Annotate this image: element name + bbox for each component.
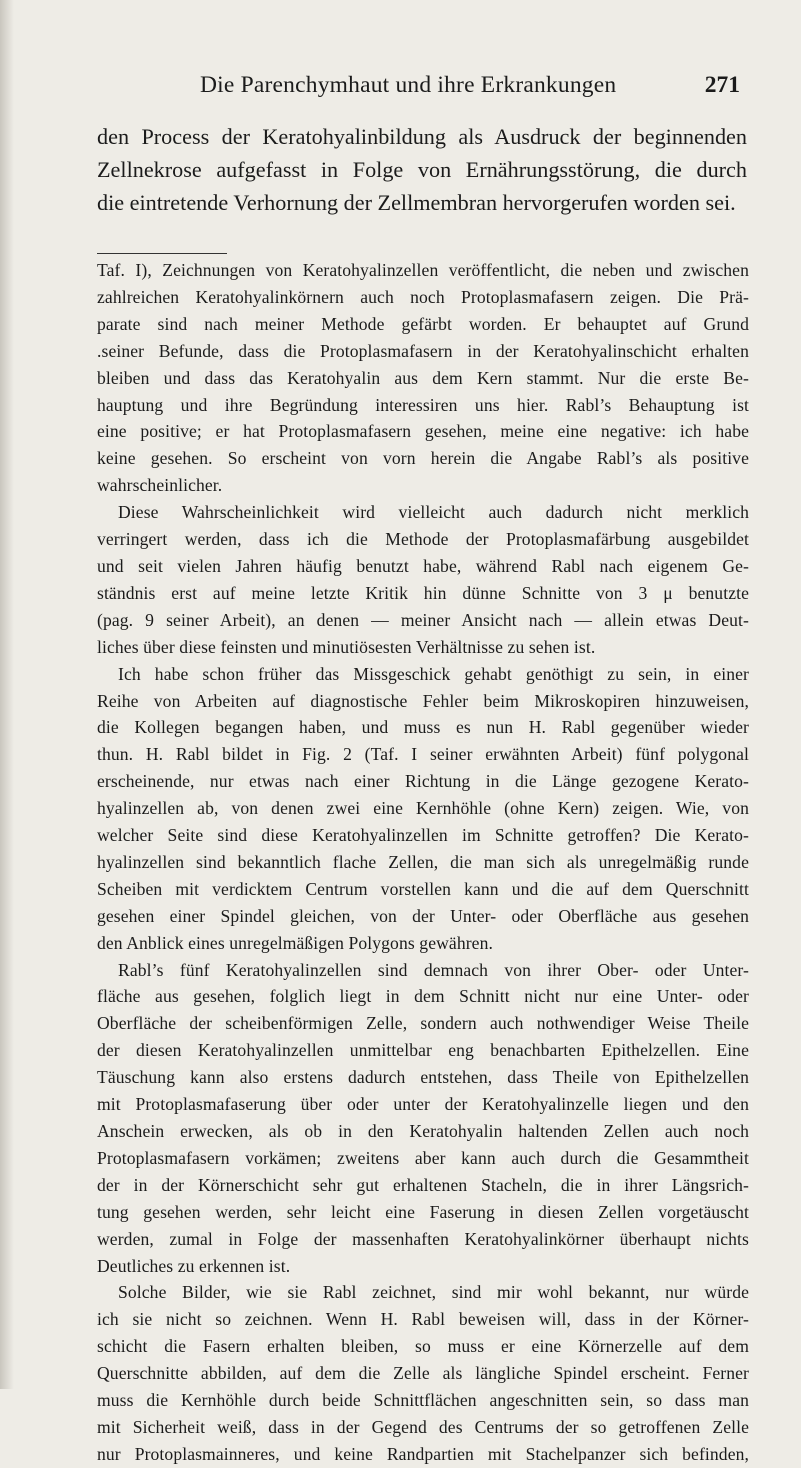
text-line: Rabl’s fünf Keratohyalinzellen sind demnach von ihrer Ober- oder Unter- <box>118 959 749 980</box>
text-line: Ich habe schon früher das Missgeschick gehabt genöthigt zu sein, in einer <box>118 663 749 684</box>
text-line: Scheiben mit verdicktem Centrum vorstellen kann und die auf dem Querschnitt <box>97 878 749 899</box>
running-title: Die Parenchymhaut und ihre Erkrankungen <box>200 72 617 98</box>
text-line: tung gesehen werden, sehr leicht eine Faserung in diesen Zellen vorgetäuscht <box>97 1201 749 1222</box>
text-line: wahrscheinlicher. <box>97 475 223 496</box>
text-line: Querschnitte abbilden, auf dem die Zelle als längliche Spindel erscheint. Ferner <box>97 1363 749 1384</box>
text-line: gesehen einer Spindel gleichen, von der Unter- oder Oberfläche aus gesehen <box>97 905 749 926</box>
lead-paragraph <box>97 120 747 219</box>
text-line: hyalinzellen ab, von denen zwei eine Kernhöhle (ohne Kern) zeigen. Wie, von <box>97 798 749 819</box>
lead-line: Zellnekrose aufgefasst in Folge von Ernährungsstörung, die durch <box>97 157 747 182</box>
text-line: Deutliches zu erkennen ist. <box>97 1255 291 1276</box>
text-line: hauptung und ihre Begründung interessiren uns hier. Rabl’s Behauptung ist <box>97 394 749 415</box>
text-line: Diese Wahrscheinlichkeit wird vielleicht auch dadurch nicht merklich <box>118 502 749 523</box>
text-line: Solche Bilder, wie sie Rabl zeichnet, sind mir wohl bekannt, nur würde <box>118 1282 749 1303</box>
page-header <box>0 66 801 106</box>
text-line: thun. H. Rabl bildet in Fig. 2 (Taf. I seiner erwähnten Arbeit) fünf polygonal <box>97 744 749 765</box>
text-line: werden, zumal in Folge der massenhaften Keratohyalinkörner überhaupt nichts <box>97 1228 749 1249</box>
text-line: verringert werden, dass ich die Methode der Protoplasmafärbung ausgebildet <box>97 529 749 550</box>
text-line: hyalinzellen sind bekanntlich flache Zellen, die man sich als unregelmäßig runde <box>97 851 749 872</box>
footnote-separator <box>97 253 227 254</box>
text-line: liches über diese feinsten und minutiösesten Verhältnisse zu sehen ist. <box>97 636 596 657</box>
text-line: schicht die Fasern erhalten bleiben, so muss er eine Körnerzelle auf dem <box>97 1336 749 1357</box>
text-line: und seit vielen Jahren häufig benutzt habe, während Rabl nach eigenem Ge- <box>97 555 749 576</box>
text-line: der in der Körnerschicht sehr gut erhaltenen Stacheln, die in ihrer Längsrich- <box>97 1174 749 1195</box>
body-text <box>97 257 749 1468</box>
text-line: Protoplasmafasern vorkämen; zweitens aber kann auch durch die Gesammtheit <box>97 1147 749 1168</box>
text-line: eine positive; er hat Protoplasmafasern gesehen, meine eine negative: ich habe <box>97 421 749 442</box>
text-line: keine gesehen. So erscheint von vorn herein die Angabe Rabl’s als positive <box>97 448 749 469</box>
text-line: Reihe von Arbeiten auf diagnostische Fehler beim Mikroskopiren hinzuweisen, <box>97 690 749 711</box>
lead-line: den Process der Keratohyalinbildung als Ausdruck der beginnenden <box>97 124 747 149</box>
text-line: Oberfläche der scheibenförmigen Zelle, sondern auch nothwendiger Weise Theile <box>97 1013 749 1034</box>
text-line: parate sind nach meiner Methode gefärbt worden. Er behauptet auf Grund <box>97 313 749 334</box>
text-line: die Kollegen begangen haben, und muss es nun H. Rabl gegenüber wieder <box>97 717 749 738</box>
text-line: den Anblick eines unregelmäßigen Polygons gewähren. <box>97 932 493 953</box>
text-line: erscheinende, nur etwas nach einer Richtung in die Länge gezogene Kerato- <box>97 771 749 792</box>
text-line: Täuschung kann also erstens dadurch entstehen, dass Theile von Epithelzellen <box>97 1067 749 1088</box>
text-line: mit Protoplasmafaserung über oder unter der Keratohyalinzelle liegen und den <box>97 1094 749 1115</box>
text-line: zahlreichen Keratohyalinkörnern auch noch Protoplasmafasern zeigen. Die Prä- <box>97 286 749 307</box>
text-line: ich sie nicht so zeichnen. Wenn H. Rabl beweisen will, dass in der Körner- <box>97 1309 749 1330</box>
page-edge-shadow <box>0 0 14 1389</box>
text-line: bleiben und dass das Keratohyalin aus dem Kern stammt. Nur die erste Be- <box>97 367 749 388</box>
page-number: 271 <box>704 72 740 98</box>
text-line: welcher Seite sind diese Keratohyalinzellen im Schnitte getroffen? Die Kerato- <box>97 825 749 846</box>
text-line: nur Protoplasmainneres, und keine Randpartien mit Stachelpanzer sich befinden, <box>97 1443 749 1464</box>
text-line: der diesen Keratohyalinzellen unmittelbar eng benachbarten Epithelzellen. Eine <box>97 1040 749 1061</box>
text-line: .seiner Befunde, dass die Protoplasmafasern in der Keratohyalinschicht erhalten <box>97 340 749 361</box>
text-line: Anschein erwecken, als ob in den Keratohyalin haltenden Zellen auch noch <box>97 1121 749 1141</box>
text-line: muss die Kernhöhle durch beide Schnittflächen angeschnitten sein, so dass man <box>97 1390 749 1411</box>
text-line: fläche aus gesehen, folglich liegt in dem Schnitt nicht nur eine Unter- oder <box>97 986 749 1007</box>
text-line: Taf. I), Zeichnungen von Keratohyalinzellen veröffentlicht, die neben und zwischen <box>97 260 749 280</box>
lead-line: die eintretende Verhornung der Zellmembran hervorgerufen worden sei. <box>97 190 736 215</box>
text-line: mit Sicherheit weiß, dass in der Gegend des Centrums der so getroffenen Zelle <box>97 1416 749 1437</box>
text-line: (pag. 9 seiner Arbeit), an denen — meiner Ansicht nach — allein etwas Deut- <box>97 609 749 630</box>
text-line: ständnis erst auf meine letzte Kritik hin dünne Schnitte von 3 μ benutzte <box>97 582 749 603</box>
